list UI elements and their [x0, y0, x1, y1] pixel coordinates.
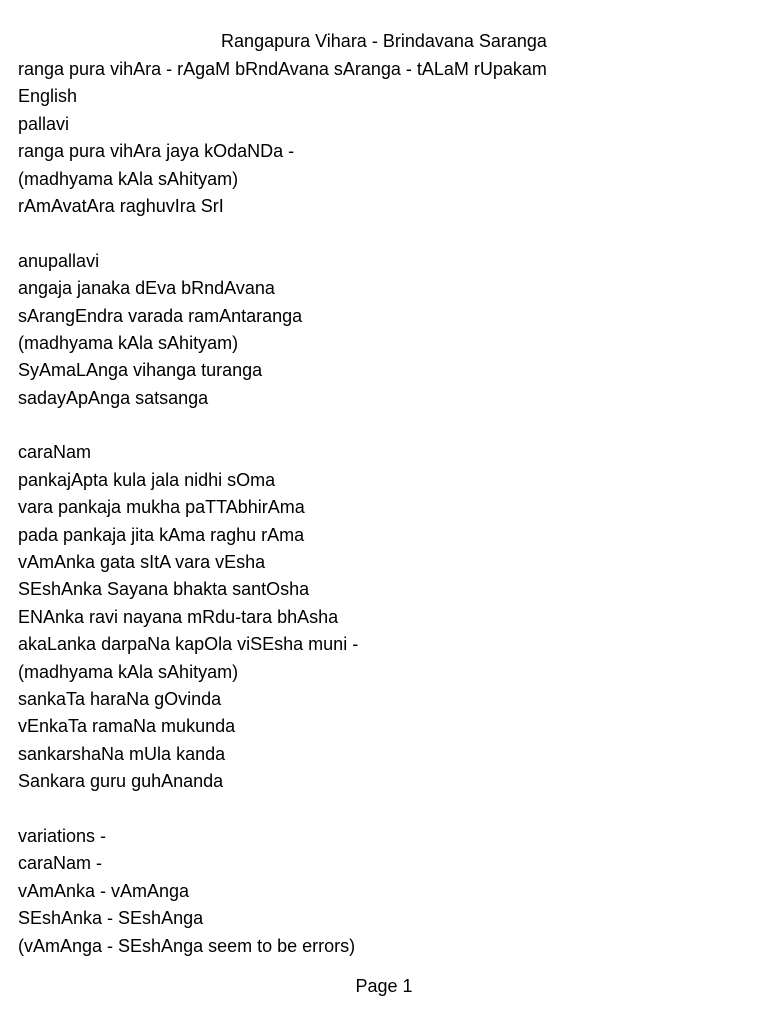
caranam-line: pankajApta kula jala nidhi sOma — [18, 469, 276, 490]
document-body — [18, 56, 758, 960]
section-heading-pallavi: pallavi — [18, 113, 70, 134]
pallavi-line: rAmAvatAra raghuvIra SrI — [18, 195, 224, 216]
section-heading-anupallavi: anupallavi — [18, 250, 100, 271]
caranam-line: vara pankaja mukha paTTAbhirAma — [18, 497, 305, 518]
document-title: Rangapura Vihara - Brindavana Saranga — [221, 31, 547, 51]
anupallavi-line: sArangEndra varada ramAntaranga — [18, 305, 303, 326]
language-label: English — [18, 86, 78, 107]
pallavi-line: (madhyama kAla sAhityam) — [18, 168, 239, 189]
variations-line: caraNam - — [18, 853, 103, 874]
page-number: Page 1 — [355, 976, 413, 996]
caranam-line: Sankara guru guhAnanda — [18, 771, 224, 792]
caranam-line: ENAnka ravi nayana mRdu-tara bhAsha — [18, 606, 339, 627]
caranam-line: vEnkaTa ramaNa mukunda — [18, 716, 236, 737]
variations-line: vAmAnka - vAmAnga — [18, 880, 190, 901]
variations-line: SEshAnka - SEshAnga — [18, 908, 204, 929]
variations-section — [18, 823, 758, 960]
anupallavi-line: SyAmaLAnga vihanga turanga — [18, 360, 263, 381]
pallavi-line: ranga pura vihAra jaya kOdaNDa - — [18, 141, 295, 162]
anupallavi-line: angaja janaka dEva bRndAvana — [18, 278, 275, 299]
header-line: ranga pura vihAra - rAgaM bRndAvana sAranga - tALaM rUpakam — [18, 59, 547, 79]
anupallavi-section — [18, 248, 758, 412]
variations-line: (vAmAnga - SEshAnga seem to be errors) — [18, 935, 356, 956]
caranam-line: sankaTa haraNa gOvinda — [18, 688, 222, 709]
caranam-line: SEshAnka Sayana bhakta santOsha — [18, 579, 310, 600]
caranam-section — [18, 439, 758, 795]
anupallavi-line: (madhyama kAla sAhityam) — [18, 332, 239, 353]
pallavi-section — [18, 111, 758, 221]
caranam-line: pada pankaja jita kAma raghu rAma — [18, 524, 305, 545]
section-heading-caranam: caraNam — [18, 442, 92, 463]
blank-line — [18, 220, 758, 247]
caranam-line: sankarshaNa mUla kanda — [18, 743, 226, 764]
section-heading-variations: variations - — [18, 825, 107, 846]
anupallavi-line: sadayApAnga satsanga — [18, 387, 209, 408]
blank-line — [18, 796, 758, 823]
caranam-line: vAmAnka gata sItA vara vEsha — [18, 552, 266, 573]
caranam-line: akaLanka darpaNa kapOla viSEsha muni - — [18, 634, 359, 655]
blank-line — [18, 412, 758, 439]
caranam-line: (madhyama kAla sAhityam) — [18, 661, 239, 682]
